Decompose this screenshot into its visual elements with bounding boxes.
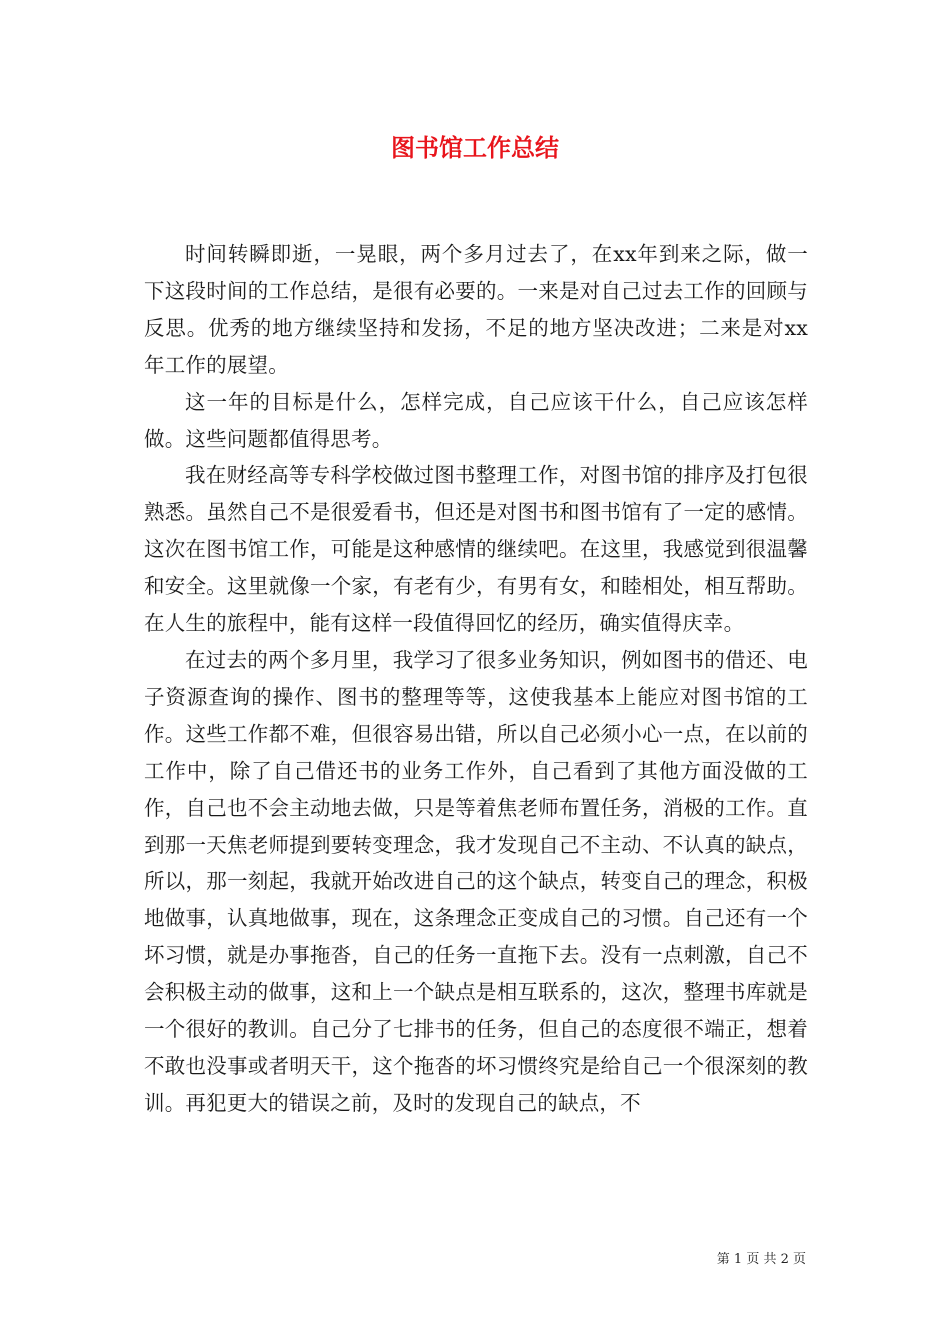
document-body bbox=[144, 236, 808, 1122]
paragraph-2: 这一年的目标是什么，怎样完成，自己应该干什么，自己应该怎样做。这些问题都值得思考。 bbox=[144, 389, 808, 451]
paragraph-4: 在过去的两个多月里，我学习了很多业务知识，例如图书的借还、电子资源查询的操作、图书的整理等等，这使我基本上能应对图书馆的工作。这些工作都不难，但很容易出错，所以自己必须小心一点，在以前的工作中，除了自己借还书的业务工作外，自己看到了其他方面没做的工作，自己也不会主动地去做，只是等着焦老师布置任务，消极的工作。直到那一天焦老师提到要转变理念，我才发现自己不主动、不认真的缺点，所以，那一刻起，我就开始改进自己的这个缺点，转变自己的理念，积极地做事，认真地做事，现在，这条理念正变成自己的习惯。自己还有一个坏习惯，就是办事拖沓，自己的任务一直拖下去。没有一点刺激，自己不会积极主动的做事，这和上一个缺点是相互联系的，这次，整理书库就是一个很好的教训。自己分了七排书的任务，但自己的态度很不端正，想着不敢也没事或者明天干，这个拖沓的坏习惯终究是给自己一个很深刻的教训。再犯更大的错误之前，及时的发现自己的缺点，不 bbox=[144, 647, 808, 1115]
paragraph-3: 我在财经高等专科学校做过图书整理工作，对图书馆的排序及打包很熟悉。虽然自己不是很爱看书，但还是对图书和图书馆有了一定的感情。这次在图书馆工作，可能是这种感情的继续吧。在这里，我感觉到很温馨和安全。这里就像一个家，有老有少，有男有女，和睦相处，相互帮助。在人生的旅程中，能有这样一段值得回忆的经历，确实值得庆幸。 bbox=[144, 463, 808, 636]
document-title: 图书馆工作总结 bbox=[391, 133, 559, 162]
paragraph-1: 时间转瞬即逝，一晃眼，两个多月过去了，在xx年到来之际，做一下这段时间的工作总结，是很有必要的。一来是对自己过去工作的回顾与反思。优秀的地方继续坚持和发扬，不足的地方坚决改进；二来是对xx年工作的展望。 bbox=[144, 242, 808, 377]
page-number: 第 1 页 共 2 页 bbox=[716, 1252, 806, 1267]
